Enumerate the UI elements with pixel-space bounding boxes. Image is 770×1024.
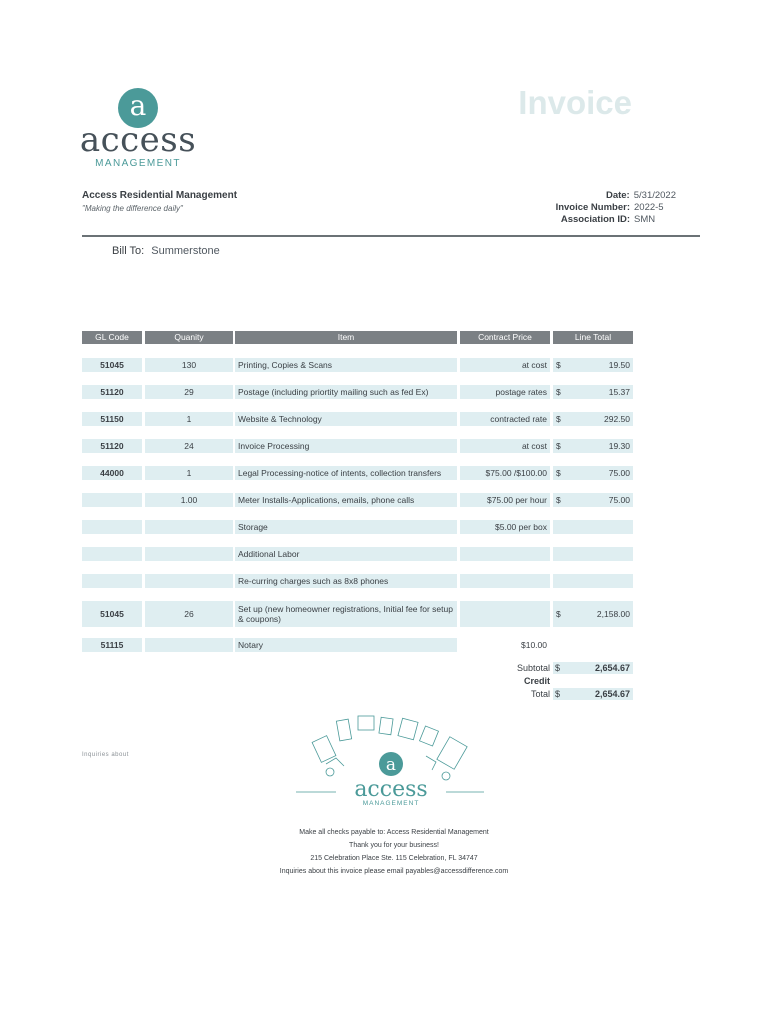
header-divider [82,235,700,237]
gl-code-cell: 51045 [82,601,142,627]
line-total-value: 75.00 [608,468,630,478]
invoice-meta [430,190,676,226]
city-illustration [296,712,486,808]
table-row [0,493,770,507]
line-total-cell [553,358,633,372]
line-total-dollar: $ [556,609,561,619]
quantity-cell: 1 [145,466,233,480]
gl-code-cell: 51120 [82,385,142,399]
item-cell: Notary [235,638,457,652]
logo-subtitle: MANAGEMENT [95,158,181,169]
table-header [0,331,770,345]
invoice-number-label: Invoice Number: [555,202,630,213]
line-total-dollar: $ [556,360,561,370]
quantity-cell [145,547,233,561]
line-total-dollar: $ [556,441,561,451]
illustration-logo-word: access [354,777,428,802]
item-cell: Invoice Processing [235,439,457,453]
logo-wordmark: access [79,120,197,160]
illustration-logo-sub: MANAGEMENT [362,800,420,807]
line-total-cell [553,547,633,561]
table-row [0,466,770,480]
date-value: 5/31/2022 [633,190,676,201]
line-total-cell [553,466,633,480]
table-row [0,358,770,372]
gl-code-cell: 51115 [82,638,142,652]
item-cell: Set up (new homeowner registrations, Initial fee for setup & coupons) [235,601,457,627]
company-tagline: "Making the difference daily" [82,204,183,213]
date-row [430,190,676,202]
line-total-dollar: $ [556,468,561,478]
date-label: Date: [605,190,630,201]
gl-code-cell [82,493,142,507]
footer-line-thanks: Thank you for your business! [349,842,439,849]
quantity-cell: 26 [145,601,233,627]
footer-line-inquiries: Inquiries about this invoice please email payables@accessdifference.com [279,868,509,875]
item-cell: Storage [235,520,457,534]
table-row [0,412,770,426]
contract-price-cell: at cost [460,439,550,453]
line-total-value: 19.30 [608,441,630,451]
line-total-cell [553,601,633,627]
subtotal-value: 2,654.67 [594,663,630,673]
contract-price-cell: $5.00 per box [460,520,550,534]
line-total-cell [553,493,633,507]
col-item: Item [235,331,457,344]
total-row [470,688,642,701]
gl-code-cell: 51045 [82,358,142,372]
line-total-dollar: $ [556,414,561,424]
line-total-value: 19.50 [608,360,630,370]
line-total-value: 75.00 [608,495,630,505]
contract-price-cell: $75.00 /$100.00 [460,466,550,480]
item-cell: Re-curring charges such as 8x8 phones [235,574,457,588]
col-quantity: Quanity [145,331,233,344]
company-logo [78,88,198,172]
contract-price-cell: contracted rate [460,412,550,426]
line-total-cell [553,638,633,652]
quantity-cell [145,638,233,652]
line-total-value: 15.37 [608,387,630,397]
bill-to-value: Summerstone [151,245,220,257]
gl-code-cell: 44000 [82,466,142,480]
gl-code-cell: 51120 [82,439,142,453]
contract-price-cell [460,574,550,588]
contract-price-cell: $10.00 [521,640,547,650]
bill-to-label: Bill To: [112,245,145,257]
item-cell: Printing, Copies & Scans [235,358,457,372]
quantity-cell [145,520,233,534]
association-label: Association ID: [560,214,630,225]
logo-mark: a [118,88,158,128]
contract-price-cell: postage rates [460,385,550,399]
association-value: SMN [634,214,656,225]
table-row [0,638,770,652]
quantity-cell: 1 [145,412,233,426]
line-total-cell [553,439,633,453]
subtotal-row [470,662,642,675]
line-total-cell [553,574,633,588]
bill-to [112,245,220,257]
totals-block [470,662,642,701]
company-name: Access Residential Management [82,190,238,201]
line-total-cell [553,412,633,426]
line-total-dollar: $ [556,495,561,505]
item-cell: Postage (including priortity mailing such as fed Ex) [235,385,457,399]
table-row [0,601,770,627]
quantity-cell: 29 [145,385,233,399]
line-total-dollar: $ [556,387,561,397]
table-row [0,547,770,561]
line-total-value: 2,158.00 [596,609,630,619]
credit-row [470,675,642,688]
footer-line-address: 215 Celebration Place Ste. 115 Celebration, FL 34747 [310,855,478,862]
gl-code-cell [82,574,142,588]
line-total-cell [553,520,633,534]
invoice-title: Invoice [518,84,632,121]
total-box [553,688,633,700]
contract-price-cell [460,547,550,561]
gl-code-cell [82,520,142,534]
item-cell: Legal Processing-notice of intents, collection transfers [235,466,457,480]
invoice-number-value: 2022-5 [634,202,664,213]
footer-line-payable: Make all checks payable to: Access Residential Management [299,829,489,836]
subtotal-dollar: $ [555,663,561,673]
col-line-total: Line Total [553,331,633,344]
total-label: Total [530,689,550,699]
table-row [0,439,770,453]
quantity-cell: 24 [145,439,233,453]
line-total-cell [553,385,633,399]
credit-label: Credit [523,676,550,686]
footer [200,826,588,878]
gl-code-cell [82,547,142,561]
quantity-cell [145,574,233,588]
quantity-cell: 1.00 [145,493,233,507]
contract-price-cell: at cost [460,358,550,372]
table-row [0,574,770,588]
contract-price-cell: $75.00 per hour [460,493,550,507]
item-cell: Website & Technology [235,412,457,426]
col-gl-code: GL Code [82,331,142,344]
table-row [0,520,770,534]
item-cell: Meter Installs-Applications, emails, phone calls [235,493,457,507]
association-row [430,214,676,226]
subtotal-label: Subtotal [516,663,550,673]
item-cell: Additional Labor [235,547,457,561]
subtotal-box [553,662,633,674]
contract-price-cell [460,601,550,627]
quantity-cell: 130 [145,358,233,372]
gl-code-cell: 51150 [82,412,142,426]
col-contract-price: Contract Price [460,331,550,344]
table-row [0,385,770,399]
total-dollar: $ [555,689,561,699]
cutoff-text: Inquiries about [82,752,129,758]
line-total-value: 292.50 [604,414,630,424]
invoice-number-row [430,202,676,214]
illustration-logo-letter: a [385,755,397,775]
total-value: 2,654.67 [594,689,630,699]
